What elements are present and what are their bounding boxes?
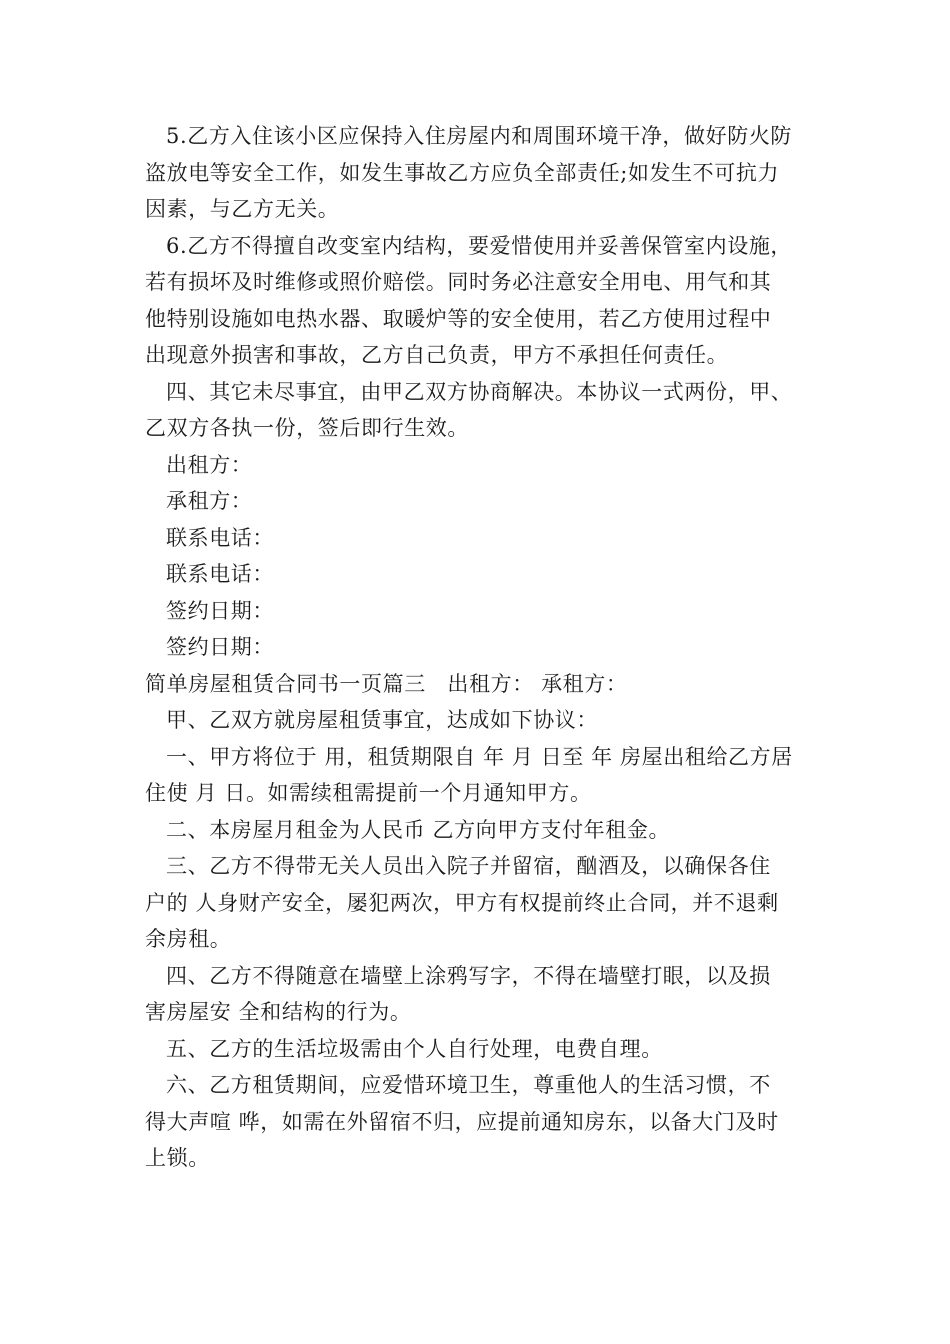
text-line: 五、乙方的生活垃圾需由个人自行处理，电费自理。 <box>166 1036 663 1061</box>
text-line: 联系电话： <box>166 525 274 550</box>
text-line: 5.乙方入住该小区应保持入住房屋内和周围环境干净，做好防火防 <box>166 124 793 148</box>
paragraph-p5 <box>145 118 817 228</box>
paragraph-p6 <box>145 228 817 374</box>
paragraph-lessor <box>145 447 817 484</box>
text-line: 二、本房屋月租金为人民币 乙方向甲方支付年租金。 <box>166 817 671 842</box>
document-body <box>145 118 817 1177</box>
text-line: 三、乙方不得带无关人员出入院子并留宿，酗酒及，以确保各住 <box>166 854 771 878</box>
text-line: 签约日期： <box>166 598 274 623</box>
paragraph-date2 <box>145 629 817 666</box>
text-line: 甲、乙双方就房屋租赁事宜，达成如下协议： <box>166 708 598 732</box>
text-line: 签约日期： <box>166 635 274 659</box>
paragraph-c2 <box>145 812 817 849</box>
text-line: 四、其它未尽事宜，由甲乙双方协商解决。本协议一式两份，甲、 <box>166 379 793 404</box>
text-line: 害房屋安 全和结构的行为。 <box>145 1000 412 1024</box>
text-line: 出租方： <box>166 452 253 477</box>
text-line: 若有损坏及时维修或照价赔偿。同时务必注意安全用电、用气和其 <box>145 270 772 294</box>
paragraph-p4 <box>145 374 817 447</box>
text-line: 乙双方各执一份，签后即行生效。 <box>145 416 469 440</box>
text-line: 上锁。 <box>145 1146 210 1170</box>
text-line: 简单房屋租赁合同书一页篇三 出租方： 承租方： <box>145 671 628 696</box>
paragraph-c6 <box>145 1067 817 1177</box>
text-line: 出现意外损害和事故，乙方自己负责，甲方不承担任何责任。 <box>145 343 729 367</box>
paragraph-c3 <box>145 848 817 958</box>
paragraph-intro <box>145 702 817 739</box>
paragraph-phone1 <box>145 520 817 557</box>
paragraph-c1 <box>145 739 817 812</box>
text-line: 住使 月 日。如需续租需提前一个月通知甲方。 <box>145 781 592 805</box>
paragraph-date1 <box>145 593 817 630</box>
paragraph-title3 <box>145 666 817 703</box>
paragraph-c4 <box>145 958 817 1031</box>
text-line: 六、乙方租赁期间，应爱惜环境卫生，尊重他人的生活习惯，不 <box>166 1073 771 1097</box>
paragraph-c5 <box>145 1031 817 1068</box>
text-line: 他特别设施如电热水器、取暖炉等的安全使用，若乙方使用过程中 <box>145 306 772 331</box>
text-line: 6.乙方不得擅自改变室内结构，要爱惜使用并妥善保管室内设施， <box>166 233 793 258</box>
text-line: 得大声喧 哗，如需在外留宿不归，应提前通知房东，以备大门及时 <box>145 1109 779 1134</box>
text-line: 余房租。 <box>145 927 232 951</box>
text-line: 承租方： <box>166 489 253 513</box>
paragraph-phone2 <box>145 556 817 593</box>
text-line: 联系电话： <box>166 562 274 586</box>
text-line: 因素，与乙方无关。 <box>145 197 340 221</box>
text-line: 盗放电等安全工作，如发生事故乙方应负全部责任;如发生不可抗力 <box>145 160 780 185</box>
text-line: 四、乙方不得随意在墙壁上涂鸦写字，不得在墙壁打眼，以及损 <box>166 963 771 988</box>
text-line: 户的 人身财产安全，屡犯两次，甲方有权提前终止合同，并不退剩 <box>145 890 779 915</box>
paragraph-lessee <box>145 483 817 520</box>
text-line: 一、甲方将位于 用，租赁期限自 年 月 日至 年 房屋出租给乙方居 <box>166 744 793 769</box>
